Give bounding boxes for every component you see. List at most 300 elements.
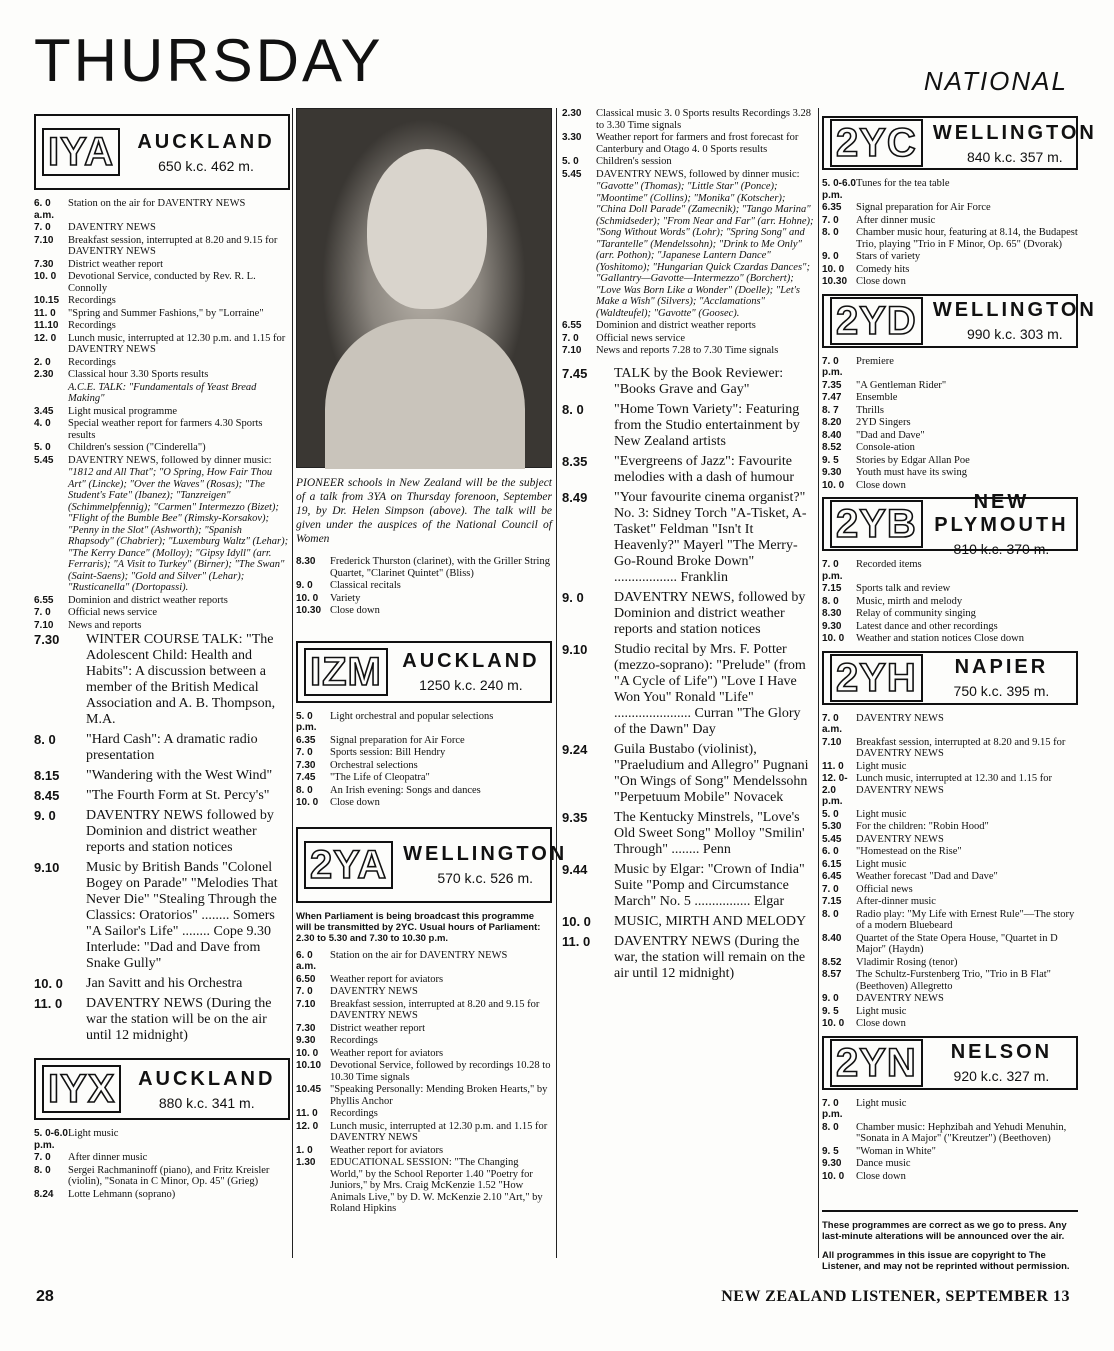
programme-title: "Speaking Personally: Mending Broken Hearts," by Phyllis Anchor [330, 1084, 548, 1107]
station-frequency: 920 k.c. 327 m. [953, 1068, 1050, 1084]
programme-title: "Homestead on the Rise" [856, 846, 962, 857]
programme-time: 10. 0 [34, 976, 63, 991]
callsign-logo: 2YC [830, 119, 923, 167]
programme-item [562, 490, 814, 586]
programme-title: Close down [330, 797, 380, 808]
programme-item [296, 772, 552, 784]
programme-item [34, 418, 290, 441]
programme-title: Recorded items [856, 559, 922, 570]
programme-time: 5.45 [34, 454, 54, 466]
programme-time: 5. 0 [34, 442, 51, 453]
programme-time: 8. 0 [562, 401, 584, 417]
programme-title: Special weather report for farmers 4.30 Sports results [68, 418, 263, 441]
programme-time: 9. 5 [822, 454, 839, 466]
programme-title: Tunes for the tea table [856, 178, 950, 189]
programme-time: 8. 0 [822, 595, 839, 607]
programme-item [822, 276, 1078, 288]
programme-item [562, 934, 814, 982]
programme-item [296, 711, 552, 734]
programme-item [34, 357, 290, 369]
programme-title: "The Fourth Form at St. Percy's" [86, 788, 270, 803]
programme-time: 8. 0 [822, 227, 839, 238]
programme-title: Quartet of the State Opera House, "Quartet in D Major" (Haydn) [856, 932, 1058, 955]
programme-title: Chamber music hour, featuring at 8.14, the Budapest Trio, playing "Trio in F Minor, Op. 65" (Dvorak) [856, 227, 1078, 250]
programme-item [296, 1060, 552, 1083]
programme-title: Latest dance and other recordings [856, 620, 998, 632]
programme-item [822, 202, 1078, 214]
parliament-note: When Parliament is being broadcast this programme will be transmitted by 2YC. Usual hours of Parliament: 2.30 to 5.30 and 7.30 to 10.30 p.m. [296, 910, 541, 944]
programme-time: 5.45 [822, 833, 842, 845]
programme-item [34, 198, 290, 221]
programme-item [822, 834, 1078, 846]
column-rule [818, 108, 819, 1258]
programme-title: Weather forecast "Dad and Dave" [856, 871, 998, 882]
station-header-2yh [822, 651, 1078, 705]
programme-list [296, 556, 552, 617]
programme-time: 7. 0 [34, 607, 51, 618]
programme-time: 1.30 [296, 1157, 316, 1168]
column-rule [292, 108, 293, 1258]
programme-time: 10. 0 [822, 263, 845, 275]
programme-time: 12. 0 [296, 1120, 319, 1132]
programme-item [822, 871, 1078, 883]
programme-item [822, 596, 1078, 608]
programme-time: 10.15 [34, 295, 60, 306]
publication-footer: NEW ZEALAND LISTENER, SEPTEMBER 13 [721, 1288, 1070, 1305]
programme-item [34, 308, 290, 320]
programme-title: Studio recital by Mrs. F. Potter (mezzo-soprano): "Prelude" (from "A Cycle of Life") "Love I Have Won You" Ronald "Life" ...................... Curran "The Glory of the Dawn" Day [614, 641, 806, 737]
column-4 [822, 108, 1097, 1280]
programme-title: Official news service [68, 607, 158, 618]
copyright-notice [822, 1210, 1078, 1272]
programme-title: "Spring and Summer Fashions," by "Lorraine" [68, 307, 264, 319]
programme-item [822, 1146, 1078, 1158]
programme-item [562, 914, 814, 930]
station-name: NEW PLYMOUTH [934, 491, 1069, 536]
column-3 [562, 108, 814, 986]
programme-item [34, 442, 290, 454]
programme-item [822, 896, 1078, 908]
programme-item [822, 859, 1078, 871]
callsign-logo: 2YH [830, 654, 923, 702]
programme-time: 9.30 [822, 467, 842, 478]
programme-time: 10. 0 [296, 1047, 319, 1059]
programme-title: "Wandering with the West Wind" [86, 768, 273, 783]
programme-title: Thrills [856, 404, 884, 416]
programme-item [34, 632, 290, 728]
programme-time: 7.10 [34, 234, 54, 246]
programme-time: 10. 0 [296, 797, 319, 808]
programme-title: Light music [856, 808, 907, 820]
programme-list [822, 356, 1078, 492]
programme-item [822, 1006, 1078, 1018]
programme-time: 12. 0 [34, 332, 57, 344]
programme-list [822, 713, 1078, 1030]
callsign-logo: IYX [42, 1065, 121, 1113]
page-number: 28 [36, 1288, 54, 1305]
programme-item [822, 846, 1078, 858]
programme-item [34, 235, 290, 258]
column-2 [296, 108, 568, 1216]
programme-item [822, 251, 1078, 263]
programme-item [822, 215, 1078, 227]
programme-list [34, 198, 290, 631]
programme-item [296, 1145, 552, 1157]
programme-title: Breakfast session, interrupted at 8.20 and 9.15 for DAVENTRY NEWS [856, 736, 1066, 759]
programme-title: Stars of variety [856, 251, 921, 262]
station-name: AUCKLAND [402, 650, 540, 672]
programme-title: Youth must have its swing [856, 467, 967, 478]
programme-item [34, 1165, 290, 1188]
programme-title: "Dad and Dave" [856, 429, 925, 441]
programme-time: 9.10 [34, 860, 60, 875]
notice-text: These programmes are correct as we go to press. Any last-minute alterations will be announced over the air. [822, 1220, 1067, 1242]
programme-item [34, 996, 290, 1044]
programme-item [822, 227, 1078, 250]
programme-time: 7. 0 [296, 986, 313, 997]
station-name: AUCKLAND [138, 1067, 276, 1090]
station-name: NAPIER [954, 656, 1049, 678]
programme-time: 3.30 [562, 132, 582, 143]
programme-time: 8.30 [822, 608, 842, 619]
station-name: WELLINGTON [932, 121, 1097, 144]
programme-title: Breakfast session, interrupted at 8.20 and 9.15 for DAVENTRY NEWS [330, 998, 540, 1021]
programme-title: Console-ation [856, 442, 915, 453]
programme-item [34, 732, 290, 764]
programme-item [34, 382, 290, 405]
programme-title: Lotte Lehmann (soprano) [68, 1188, 176, 1200]
programme-item [296, 999, 552, 1022]
programme-item [34, 768, 290, 784]
callsign-logo: 2YB [830, 500, 923, 548]
programme-title: District weather report [330, 1022, 426, 1034]
programme-title: DAVENTRY NEWS [856, 712, 944, 724]
programme-time: 10.30 [822, 276, 848, 287]
programme-time: 6.55 [562, 320, 582, 331]
programme-time: 8. 7 [822, 404, 839, 416]
programme-time: 7. 0 [34, 222, 51, 233]
programme-title: Breakfast session, interrupted at 8.20 and 9.15 for DAVENTRY NEWS [68, 234, 278, 257]
programme-time: 9.35 [562, 809, 588, 825]
programme-title: Classical music 3. 0 Sports results Recordings 3.28 to 3.30 Time signals [596, 108, 811, 131]
programme-title: Close down [856, 1018, 906, 1029]
programme-item [34, 1128, 290, 1151]
programme-item [296, 1023, 552, 1035]
programme-title: Music by British Bands "Colonel Bogey on Parade" "Melodies That Never Die" "Stealing Through the Classics: Oratorios" ........ Somers "A Sailor's Life" ........ Cope 9.30 Interlude: "Dad and Dave from Snake Gully" [86, 860, 278, 971]
programme-item [822, 884, 1078, 896]
programme-time: 7. 0 [296, 747, 313, 758]
programme-item [562, 169, 814, 181]
programme-time: 9. 0 [822, 993, 839, 1004]
programme-title: Close down [856, 479, 906, 491]
portrait-photo [296, 108, 552, 468]
programme-title: "Hard Cash": A dramatic radio presentation [86, 732, 258, 763]
programme-time: 7. 0 p.m. [822, 559, 843, 582]
programme-item [296, 605, 552, 617]
programme-time: 7. 0 p.m. [822, 355, 843, 378]
programme-item [562, 345, 814, 357]
programme-item [296, 1035, 552, 1047]
programme-time: 10. 0 [822, 479, 845, 491]
programme-time: 8.30 [296, 556, 316, 567]
station-header-iyx [34, 1058, 290, 1120]
programme-time: 7.30 [296, 759, 316, 771]
programme-time: 7.35 [822, 379, 842, 391]
programme-item [562, 402, 814, 450]
page-day-title: THURSDAY [34, 27, 384, 94]
programme-time: 7.10 [296, 998, 316, 1010]
programme-title: Lunch music, interrupted at 12.30 p.m. and 1.15 for DAVENTRY NEWS [330, 1120, 548, 1143]
programme-title: Light musical programme [68, 405, 178, 417]
programme-time: 6.45 [822, 871, 842, 882]
station-name: NELSON [950, 1041, 1053, 1063]
programme-title: Light music [856, 760, 907, 772]
programme-title: Premiere [856, 355, 894, 367]
programme-item [34, 369, 290, 381]
station-frequency: 750 k.c. 395 m. [953, 683, 1050, 699]
programme-title: Lunch music, interrupted at 12.30 p.m. and 1.15 for DAVENTRY NEWS [68, 332, 286, 355]
station-header-2yn [822, 1036, 1078, 1090]
station-header-izm [296, 641, 552, 703]
programme-item [822, 933, 1078, 956]
programme-title: "A Gentleman Rider" [856, 379, 947, 391]
programme-title: WINTER COURSE TALK: "The Adolescent Child: Health and Habits": A discussion between a member of the British Medical Association and A. B. Thompson, M.A. [86, 632, 276, 727]
programme-time: 5. 0 [562, 156, 579, 167]
programme-title: Weather report for aviators [330, 1047, 444, 1059]
programme-item [822, 633, 1078, 645]
programme-item [34, 333, 290, 356]
programme-item [822, 608, 1078, 620]
station-frequency: 880 k.c. 341 m. [158, 1094, 255, 1111]
programme-time: 8.40 [822, 429, 842, 441]
programme-list [822, 559, 1078, 645]
programme-time: 9. 0 [34, 808, 56, 823]
programme-item [822, 1018, 1078, 1030]
programme-time: 6. 0 a.m. [296, 949, 317, 972]
programme-time: 7.30 [34, 632, 60, 647]
programme-item [34, 406, 290, 418]
programme-time: 7.30 [34, 258, 54, 270]
programme-item [296, 1108, 552, 1120]
programme-title: An Irish evening: Songs and dances [330, 784, 481, 796]
station-header-2yc [822, 116, 1097, 170]
programme-time: 9. 5 [822, 1005, 839, 1017]
programme-list [562, 366, 814, 982]
programme-title: Light music [856, 858, 907, 870]
programme-title: Signal preparation for Air Force [330, 734, 465, 746]
programme-item [822, 1098, 1078, 1121]
station-name: WELLINGTON [932, 299, 1097, 321]
programme-title: Weather report for aviators [330, 973, 444, 985]
programme-title: DAVENTRY NEWS (During the war, the station will remain on the air until 12 midnight) [614, 933, 806, 981]
programme-time: 6. 0 [822, 846, 839, 857]
programme-item [562, 454, 814, 486]
column-1 [34, 108, 290, 1201]
programme-title: The Kentucky Minstrels, "Love's Old Sweet Song" Molloy "Smilin' Through" ........ Penn [614, 809, 805, 857]
programme-item [822, 178, 1078, 201]
programme-title: Dominion and district weather reports [68, 594, 228, 606]
programme-time: 8. 0 [296, 784, 313, 796]
programme-item [822, 957, 1078, 969]
programme-time: 12. 0-2.0 p.m. [822, 773, 848, 807]
programme-item [822, 821, 1078, 833]
programme-title: Frederick Thurston (clarinet), with the Griller String Quartet, "Clarinet Quintet" (Bliss) [330, 556, 550, 579]
programme-time: 8.35 [562, 453, 588, 469]
programme-title: DAVENTRY NEWS [856, 993, 944, 1004]
station-frequency: 1250 k.c. 240 m. [419, 677, 523, 693]
station-frequency: 990 k.c. 303 m. [966, 326, 1063, 342]
programme-item [296, 580, 552, 592]
programme-title: MUSIC, MIRTH AND MELODY [614, 913, 807, 929]
programme-title: Comedy hits [856, 263, 910, 275]
station-frequency: 810 k.c. 370 m. [953, 541, 1050, 557]
programme-title: Stories by Edgar Allan Poe [856, 454, 970, 466]
programme-time: 2. 0 [34, 356, 51, 368]
programme-title: DAVENTRY NEWS [68, 222, 156, 233]
programme-time: 10. 0 [562, 913, 591, 929]
programme-item [822, 809, 1078, 821]
programme-item [296, 986, 552, 998]
programme-title: Weather report for farmers and frost forecast for Canterbury and Otago 4. 0 Sports results [596, 132, 799, 155]
programme-title: Lunch music, interrupted at 12.30 and 1.15 for DAVENTRY NEWS [856, 773, 1052, 796]
programme-time: 9.30 [296, 1035, 316, 1046]
programme-time: 8.15 [34, 768, 60, 783]
programme-item [34, 808, 290, 856]
programme-time: 10.10 [296, 1060, 322, 1071]
programme-item [34, 607, 290, 619]
programme-item [562, 742, 814, 806]
programme-time: 7.45 [562, 365, 588, 381]
programme-time: 8. 0 [822, 908, 839, 920]
programme-time: 7.15 [822, 583, 842, 594]
programme-item [562, 132, 814, 155]
programme-title: Weather report for aviators [330, 1144, 444, 1156]
programme-time: 11. 0 [296, 1108, 318, 1119]
programme-item [822, 1158, 1078, 1170]
programme-title: "Your favourite cinema organist?" No. 3: Sidney Torch "A-Tisket, A-Tasket" Feldman "Isn't It Heavenly?" Mayerl "The Merry-Go-Round Broke Down" .................. Franklin [614, 489, 807, 585]
programme-item [34, 860, 290, 972]
programme-list [34, 1128, 290, 1200]
programme-time: 9. 5 [822, 1145, 839, 1157]
programme-item [562, 642, 814, 738]
station-frequency: 650 k.c. 462 m. [158, 157, 254, 174]
programme-title: Orchestral selections [330, 759, 418, 771]
programme-item [822, 1171, 1078, 1183]
programme-item [562, 181, 814, 319]
programme-time: 6.50 [296, 973, 316, 985]
programme-title: Chamber music: Hephzibah and Yehudi Menuhin, "Sonata in A Major" ("Kreutzer") (Beethoven) [856, 1121, 1067, 1144]
programme-time: 6.35 [296, 734, 316, 746]
programme-time: 5. 0-6.0 p.m. [34, 1128, 68, 1151]
programme-title: Recordings [330, 1108, 378, 1119]
programme-item [822, 455, 1078, 467]
programme-time: 2.30 [562, 108, 582, 119]
programme-title: Devotional Service, followed by recordings 10.28 to 10.30 Time signals [330, 1060, 551, 1083]
programme-item [562, 366, 814, 398]
programme-item [34, 271, 290, 294]
programme-time: 10.30 [296, 605, 322, 616]
programme-time: 5. 0-6.0 p.m. [822, 178, 856, 201]
programme-item [296, 1157, 552, 1215]
programme-time: 4. 0 [34, 418, 51, 429]
programme-item [822, 737, 1078, 760]
programme-title: Ensemble [856, 392, 898, 403]
programme-time: 8.40 [822, 932, 842, 944]
programme-list [296, 711, 552, 809]
programme-title: A.C.E. TALK: "Fundamentals of Yeast Bread Making" [68, 381, 257, 404]
programme-time: 8.24 [34, 1188, 54, 1200]
programme-time: 7.45 [296, 772, 316, 783]
programme-title: Dominion and district weather reports [596, 320, 756, 331]
station-header-2yd [822, 294, 1097, 348]
programme-title: DAVENTRY NEWS [856, 833, 944, 845]
photo-caption: PIONEER schools in New Zealand will be the subject of a talk from 3YA on Thursday forenoon, September 19, by Dr. Helen Simpson (above). The talk will be given under the auspices of the National Council of Women [296, 477, 552, 545]
programme-item [822, 773, 1078, 808]
programme-item [822, 442, 1078, 454]
programme-item [822, 380, 1078, 392]
programme-title: Official news [856, 883, 913, 895]
programme-title: Close down [856, 1170, 906, 1182]
programme-time: 11. 0 [34, 307, 56, 319]
programme-time: 7. 0 a.m. [822, 712, 843, 735]
programme-time: 11. 0 [34, 996, 63, 1011]
programme-time: 6.15 [822, 858, 842, 870]
programme-time: 6.35 [822, 202, 842, 213]
programme-time: 9.44 [562, 861, 588, 877]
programme-title: Classical recitals [330, 580, 401, 591]
station-frequency: 570 k.c. 526 m. [437, 870, 534, 886]
programme-title: Light music [856, 1005, 907, 1017]
programme-title: Light orchestral and popular selections [330, 710, 494, 722]
programme-time: 8.20 [822, 417, 842, 428]
station-header-iya [34, 114, 290, 190]
programme-title: After dinner music [856, 214, 936, 226]
programme-item [34, 976, 290, 992]
programme-time: 7.30 [296, 1022, 316, 1034]
programme-time: 5. 0 p.m. [296, 710, 317, 733]
programme-list [822, 1098, 1078, 1183]
programme-time: 7. 0 p.m. [822, 1097, 843, 1120]
programme-time [34, 467, 68, 594]
programme-title: After-dinner music [856, 896, 936, 907]
programme-title: DAVENTRY NEWS, followed by Dominion and district weather reports and station notices [614, 589, 806, 637]
programme-time: 9.30 [822, 1158, 842, 1169]
programme-title: "The Life of Cleopatra" [330, 772, 430, 783]
programme-item [562, 810, 814, 858]
programme-time: 10. 0 [34, 271, 57, 282]
programme-item [822, 583, 1078, 595]
programme-title: 2YD Singers [856, 417, 911, 428]
programme-item [34, 222, 290, 234]
programme-time: 9.30 [822, 620, 842, 632]
programme-title: Signal preparation for Air Force [856, 202, 991, 213]
programme-item [296, 950, 552, 973]
programme-item [34, 1189, 290, 1201]
programme-time: 2.30 [34, 369, 54, 380]
programme-time [34, 382, 68, 405]
programme-item [34, 467, 290, 594]
notice-text: All programmes in this issue are copyright to The Listener, and may not be reprinted without permission. [822, 1250, 1070, 1272]
station-name: AUCKLAND [137, 130, 275, 153]
programme-time: 10. 0 [822, 1170, 845, 1182]
programme-title: Classical hour 3.30 Sports results [68, 369, 209, 380]
programme-item [296, 760, 552, 772]
programme-item [34, 295, 290, 307]
programme-title: Close down [856, 276, 906, 287]
station-header-2yb [822, 491, 1078, 557]
station-header-2ya [296, 827, 568, 903]
programme-time: 10. 0 [822, 1018, 845, 1029]
